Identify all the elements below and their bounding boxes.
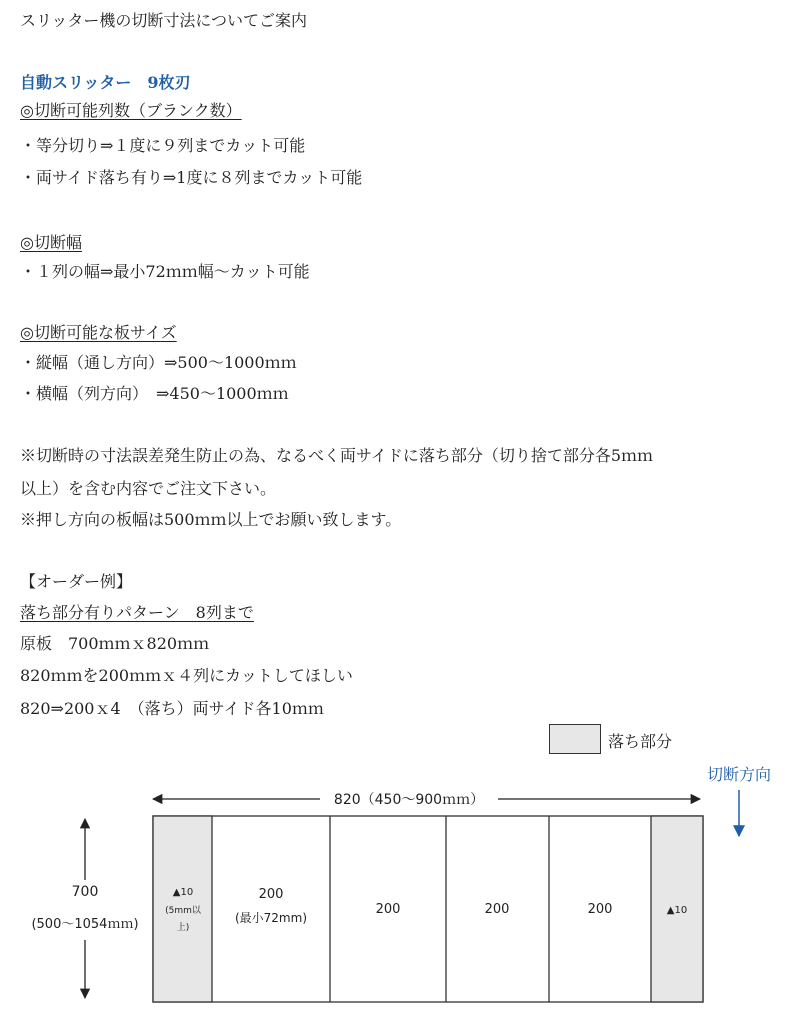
order-line-1: 原板 700ｍｍｘ820ｍｍ (20, 634, 210, 653)
page-title: スリッター機の切断寸法についてご案内 (20, 11, 308, 30)
board-outline (153, 816, 703, 1002)
legend-scrap-label: 落ち部分 (608, 732, 673, 751)
note-line-1: ※切断時の寸法誤差発生防止の為、なるべく両サイドに落ち部分（切り捨て部分各5ｍｍ (20, 446, 654, 465)
strip-width-label: 200 (484, 902, 510, 917)
strip-min-note: (最小72mm) (234, 911, 308, 925)
item-vertical-width: ・縦幅（通し方向）⇒500～1000ｍｍ (20, 353, 297, 372)
left-scrap-value: ▲10 (172, 887, 194, 898)
order-line-3: 820⇒200ｘ4 （落ち）両サイド各10ｍｍ (20, 699, 324, 718)
subheading-cut-width: ◎切断幅 (20, 233, 82, 252)
order-pattern: 落ち部分有りパターン 8列まで (20, 603, 254, 622)
item-equal-cut: ・等分切り⇒１度に９列までカット可能 (20, 136, 306, 155)
height-label: 700 (71, 884, 99, 900)
item-horizontal-width: ・横幅（列方向） ⇒450～1000ｍｍ (20, 384, 289, 403)
item-side-scrap-cut: ・両サイド落ち有り⇒1度に８列までカット可能 (20, 168, 363, 187)
subheading-blank-count: ◎切断可能列数（ブランク数） (20, 101, 242, 120)
order-heading: 【オーダー例】 (20, 572, 133, 591)
subheading-board-size: ◎切断可能な板サイズ (20, 323, 177, 342)
left-scrap-note: (5mm以 (165, 906, 201, 916)
strip-width-label: 200 (587, 902, 613, 917)
left-scrap-note: 上) (176, 923, 190, 933)
strip-width-label: 200 (258, 887, 284, 902)
item-min-width: ・１列の幅⇒最小72ｍｍ幅～カット可能 (20, 262, 310, 281)
note-line-3: ※押し方向の板幅は500ｍｍ以上でお願い致します。 (20, 510, 402, 529)
cut-direction-label: 切断方向 (707, 765, 772, 784)
right-scrap-value: ▲10 (666, 905, 688, 916)
order-line-2: 820ｍｍを200ｍｍｘ４列にカットしてほしい (20, 666, 353, 685)
strip-width-label: 200 (375, 902, 401, 917)
width-label: 820（450～900ｍｍ） (333, 792, 485, 808)
height-range-label: (500～1054ｍｍ) (31, 917, 139, 932)
note-line-2: 以上）を含む内容でご注文下さい。 (20, 479, 277, 498)
section-heading-slitter: 自動スリッター 9枚刃 (20, 73, 191, 92)
